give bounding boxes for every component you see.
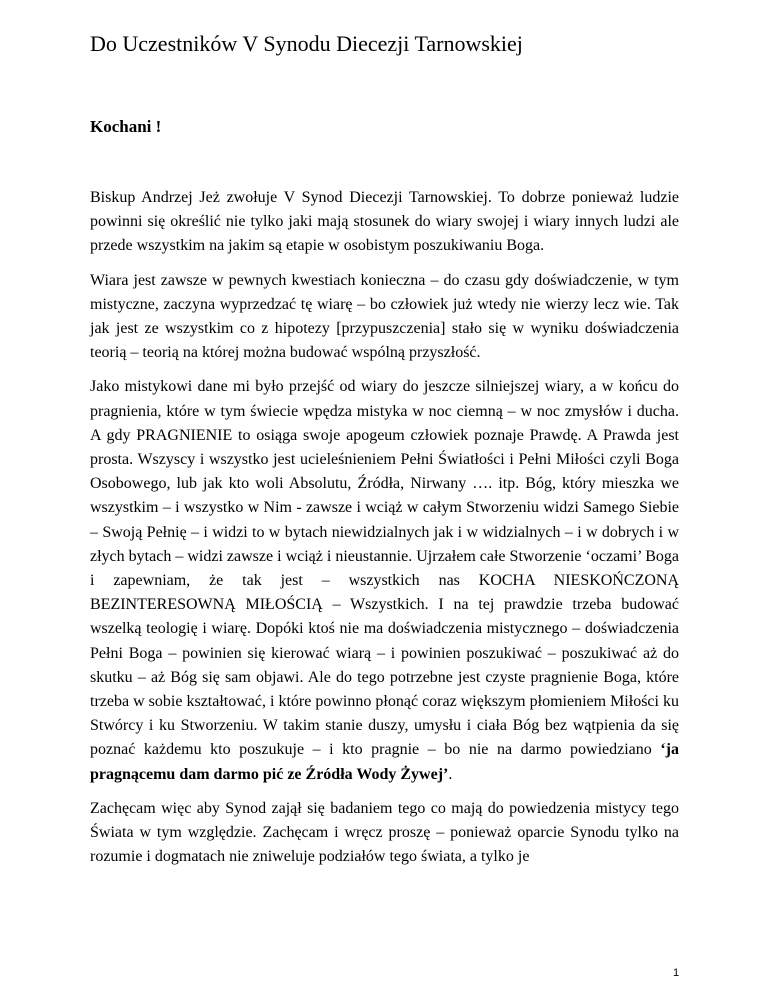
paragraph-3 <box>90 375 679 786</box>
greeting-heading: Kochani ! <box>90 117 162 136</box>
page-header: Do Uczestników V Synodu Diecezji Tarnowskiej <box>90 31 523 56</box>
paragraph-3-emphasis-quote: ‘ja pragnącemu dam darmo pić ze Źródła Wody Żywej’ <box>90 741 679 783</box>
paragraph-1 <box>90 186 679 259</box>
paragraph-1-text: Biskup Andrzej Jeż zwołuje V Synod Diecezji Tarnowskiej. To dobrze ponieważ ludzie powinni się określić nie tylko jaki mają stosunek do wiary swojej i wiary innych ludzi ale przede wszystkim na jakim są etapie w osobistym poszukiwaniu Boga. <box>90 189 679 255</box>
paragraph-3-tail: . <box>448 765 453 783</box>
paragraph-3-text: Jako mistykowi dane mi było przejść od wiary do jeszcze silniejszej wiary, a w końcu do pragnienia, które w tym świecie wpędza mistyka w noc ciemną – w noc zmysłów i ducha. A gdy PRAGNIENIE to osiąga swoje apogeum człowiek poznaje Prawdę. A Prawda jest prosta. Wszyscy i wszystko jest ucieleśnieniem Pełni Światłości i Pełni Miłości czyli Boga Osobowego, lub jak kto woli Absolutu, Źródła, Nirwany …. itp. Bóg, który mieszka we wszystkim – i wszystko w Nim - zawsze i wciąż w całym Stworzeniu widzi Samego Siebie – Swoją Pełnię – i widzi to w bytach niewidzialnych jak i w widzialnych – i w dobrych i w złych bytach – widzi zawsze i wciąż i nieustannie. Ujrzałem całe Stworzenie ‘oczami’ Boga i zapewniam, że tak jest – wszystkich nas KOCHA NIESKOŃCZONĄ BEZINTERESOWNĄ MIŁOŚCIĄ – Wszystkich. I na tej prawdzie trzeba budować wszelką teologię i wiarę. Dopóki ktoś nie ma doświadczenia mistycznego – doświadczenia Pełni Boga – powinien się kierować wiarą – i powinien poszukiwać – poszukiwać aż do skutku – aż Bóg się sam objawi. Ale do tego potrzebne jest czyste pragnienie Boga, które trzeba w sobie kształtować, i które powinno płonąć coraz większym płomieniem Miłości ku Stwórcy i ku Stworzeniu. W takim stanie duszy, umysłu i ciała Bóg bez wątpienia da się poznać każdemu kto poszukuje – i kto pragnie – bo nie na darmo powiedziano <box>90 378 679 759</box>
paragraph-2-text: Wiara jest zawsze w pewnych kwestiach konieczna – do czasu gdy doświadczenie, w tym mistyczne, zaczyna wyprzedzać tę wiarę – bo człowiek już wtedy nie wierzy lecz wie. Tak jak jest ze wszystkim co z hipotezy [przypuszczenia] stało się w wyniku doświadczenia teorią – teorią na której można budować wspólną przyszłość. <box>90 271 679 362</box>
body-text <box>90 186 679 879</box>
paragraph-4 <box>90 797 679 870</box>
paragraph-4-text: Zachęcam więc aby Synod zajął się badaniem tego co mają do powiedzenia mistycy tego Świata w tym względzie. Zachęcam i wręcz proszę – ponieważ oparcie Synodu tylko na rozumie i dogmatach nie zniweluje podziałów tego świata, a tylko je <box>90 799 679 866</box>
page-number: 1 <box>673 967 680 979</box>
paragraph-2 <box>90 269 679 366</box>
